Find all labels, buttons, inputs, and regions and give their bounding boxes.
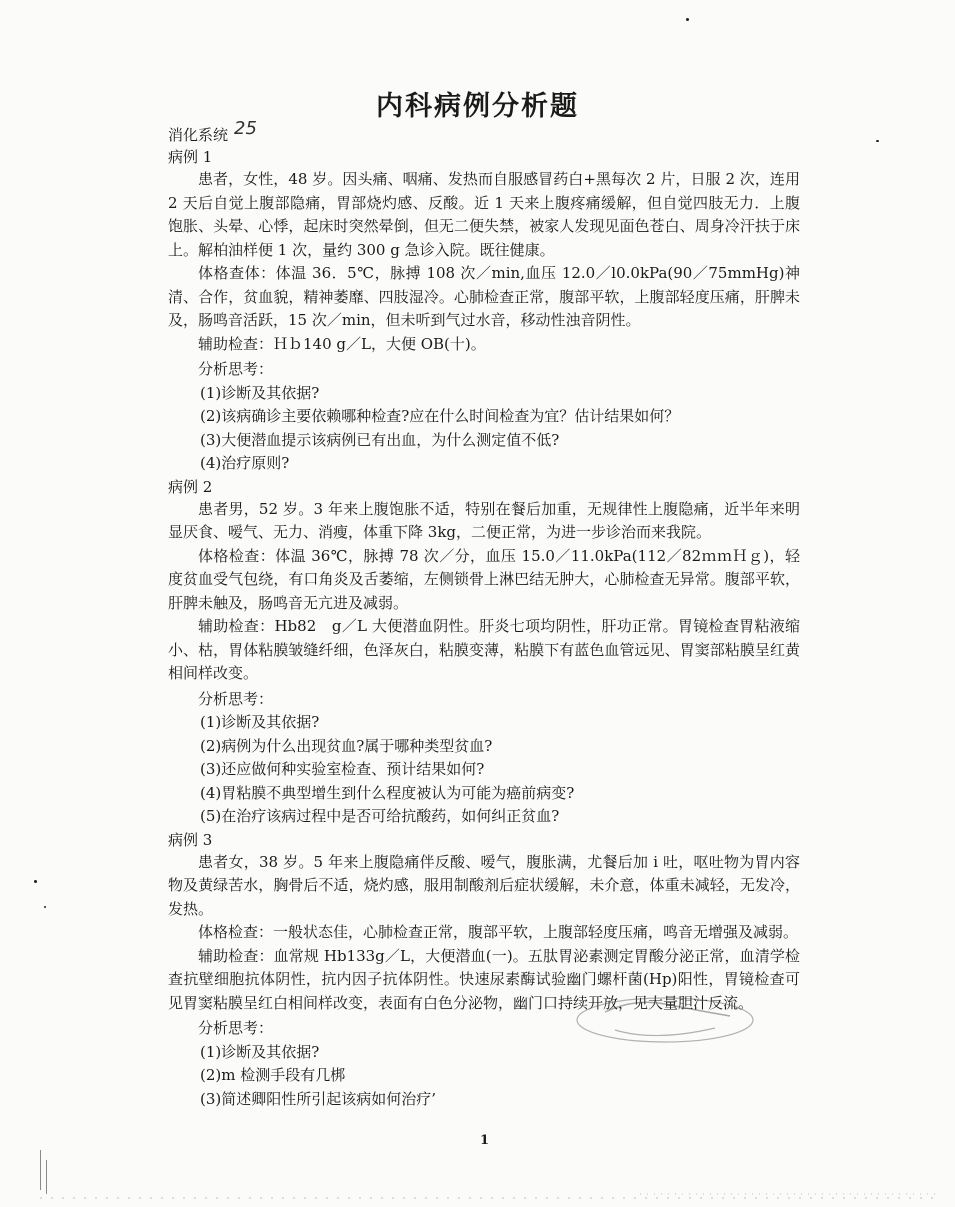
analysis-label: 分析思考： <box>198 360 274 378</box>
question-item: (3)简述卿阳性所引起该病如何治疗’ <box>200 1089 437 1108</box>
question-item: (2)m 检测手段有几梆 <box>200 1066 346 1084</box>
question-item: (2)病例为什么出现贫血?属于哪种类型贫血? <box>200 736 493 755</box>
case-heading: 病例 2 <box>168 477 213 496</box>
content-body <box>168 118 800 1111</box>
analysis-label: 分析思考： <box>198 1019 274 1037</box>
case-paragraph: 患者女，38 岁。5 年来上腹隐痛伴反酸、嗳气，腹胀满，尤餐后加 i 吐，呕吐物为胃内容物及黄绿苦水，胸骨后不适，烧灼感，服用制酸剂后症状缓解，未介意，体重未减轻，无发冷，发热。 <box>168 852 800 918</box>
scan-speck <box>34 880 37 883</box>
scan-bottom-noise <box>40 1190 940 1204</box>
question-item: (3)大便潜血提示该病例已有出血，为什么测定值不低? <box>200 430 560 449</box>
question-item: (4)胃粘膜不典型增生到什么程度被认为可能为癌前病变? <box>200 783 575 802</box>
question-item: (1)诊断及其依据? <box>200 713 320 731</box>
scan-speck <box>686 18 689 21</box>
case-paragraph: 辅助检查：Hb82 g／L 大便潜血阴性。肝炎七项均阴性，肝功正常。胃镜检查胃粘液缩小、枯，胃体粘膜皱缝纤细，色泽灰白，粘膜变薄，粘膜下有蓝色血管远见、胃窦部粘膜呈红黄相间样改变。 <box>168 617 800 682</box>
case-block-2 <box>168 476 800 829</box>
scan-edge-line <box>46 1160 47 1194</box>
scan-speck <box>44 906 46 908</box>
page-number: 1 <box>480 1133 490 1148</box>
case-heading: 病例 3 <box>168 830 213 849</box>
question-item: (4)治疗原则? <box>200 454 290 472</box>
case-paragraph: 患者男，52 岁。3 年来上腹饱胀不适，特别在餐后加重，无规律性上腹隐痛，近半年来明显厌食、嗳气、无力、消瘦，体重下降 3kg，二便正常，为进一步诊治而来我院。 <box>168 499 800 541</box>
question-list <box>168 711 800 829</box>
case-block-3 <box>168 829 800 1112</box>
question-item: (5)在治疗该病过程中是否可给抗酸药，如何纠正贫血? <box>200 807 560 825</box>
question-item: (1)诊断及其依据? <box>200 383 320 402</box>
analysis-label: 分析思考： <box>198 689 274 708</box>
question-list <box>168 1041 800 1112</box>
question-list <box>168 382 800 476</box>
scan-speck <box>876 140 879 142</box>
handwritten-note: 25 <box>234 118 257 139</box>
case-paragraph: 患者，女性，48 岁。因头痛、咽痛、发热而自服感冒药白+黑每次 2 片，日服 2 次，连用 2 天后自觉上腹部隐痛，胃部烧灼感、反酸。近 1 天来上腹疼痛缓解，但自觉四肢无力．上腹饱胀、头晕、心悸，起床时突然晕倒，但无二便失禁，被家人发现见面色苍白、周身冷汗扶于床上。解柏油样便 1 次，量约 300 g 急诊入院。既往健康。 <box>168 170 800 259</box>
question-item: (3)还应做何种实验室检查、预计结果如何? <box>200 760 485 778</box>
section-heading <box>168 118 800 146</box>
page-title: 内科病例分析题 <box>376 91 579 122</box>
case-paragraph: 体格检查：一般状态佳，心肺检查正常，腹部平软，上腹部轻度压痛，鸣音无增强及减弱。 <box>198 923 799 941</box>
case-block-1 <box>168 146 800 476</box>
scan-edge-line <box>40 1150 41 1190</box>
case-paragraph: 辅助检查：Ｈｂ140 g／L，大便 OB(十)。 <box>198 334 486 353</box>
case-paragraph: 体格查体：体温 36．5℃，脉搏 108 次／min,血压 12.0／l0.0kPa(90／75mmHg)神清、合作，贫血貌，精神萎靡、四肢湿冷。心肺检查正常，腹部平软，上腹部轻度压痛，肝脾未及，肠鸣音活跃，15 次／min，但未听到气过水音，移动性浊音阴性。 <box>168 264 800 329</box>
case-paragraph: 辅助检查：血常规 Hb133g／L，大便潜血(一)。五肽胃泌素测定胃酸分泌正常，血清学检查抗壁细胞抗体阴性，抗内因子抗体阴性。快速尿素酶试验幽门螺杆菌(Hp)阳性，胃镜检查可见胃窦粘膜呈红白相间样改变，表面有白色分泌物，幽门口持续开放，见大量胆汁反流。 <box>168 946 800 1012</box>
stamp-mark <box>565 990 765 1050</box>
case-paragraph: 体格检查：体温 36℃，脉搏 78 次／分，血压 15.0／11.0kPa(112／82ｍｍＨｇ)，轻度贫血受气包绕，有口角炎及舌萎缩，左侧锁骨上淋巴结无肿大，心肺检查无异常。腹部平软，肝脾未触及，肠鸣音无亢进及减弱。 <box>168 546 800 612</box>
section-title: 消化系统 <box>168 126 229 144</box>
case-heading: 病例 1 <box>168 148 213 166</box>
question-item: (2)该病确诊主要依赖哪种检查?应在什么时间检查为宜？估计结果如何？ <box>200 407 680 425</box>
question-item: (1)诊断及其依据? <box>200 1042 320 1061</box>
